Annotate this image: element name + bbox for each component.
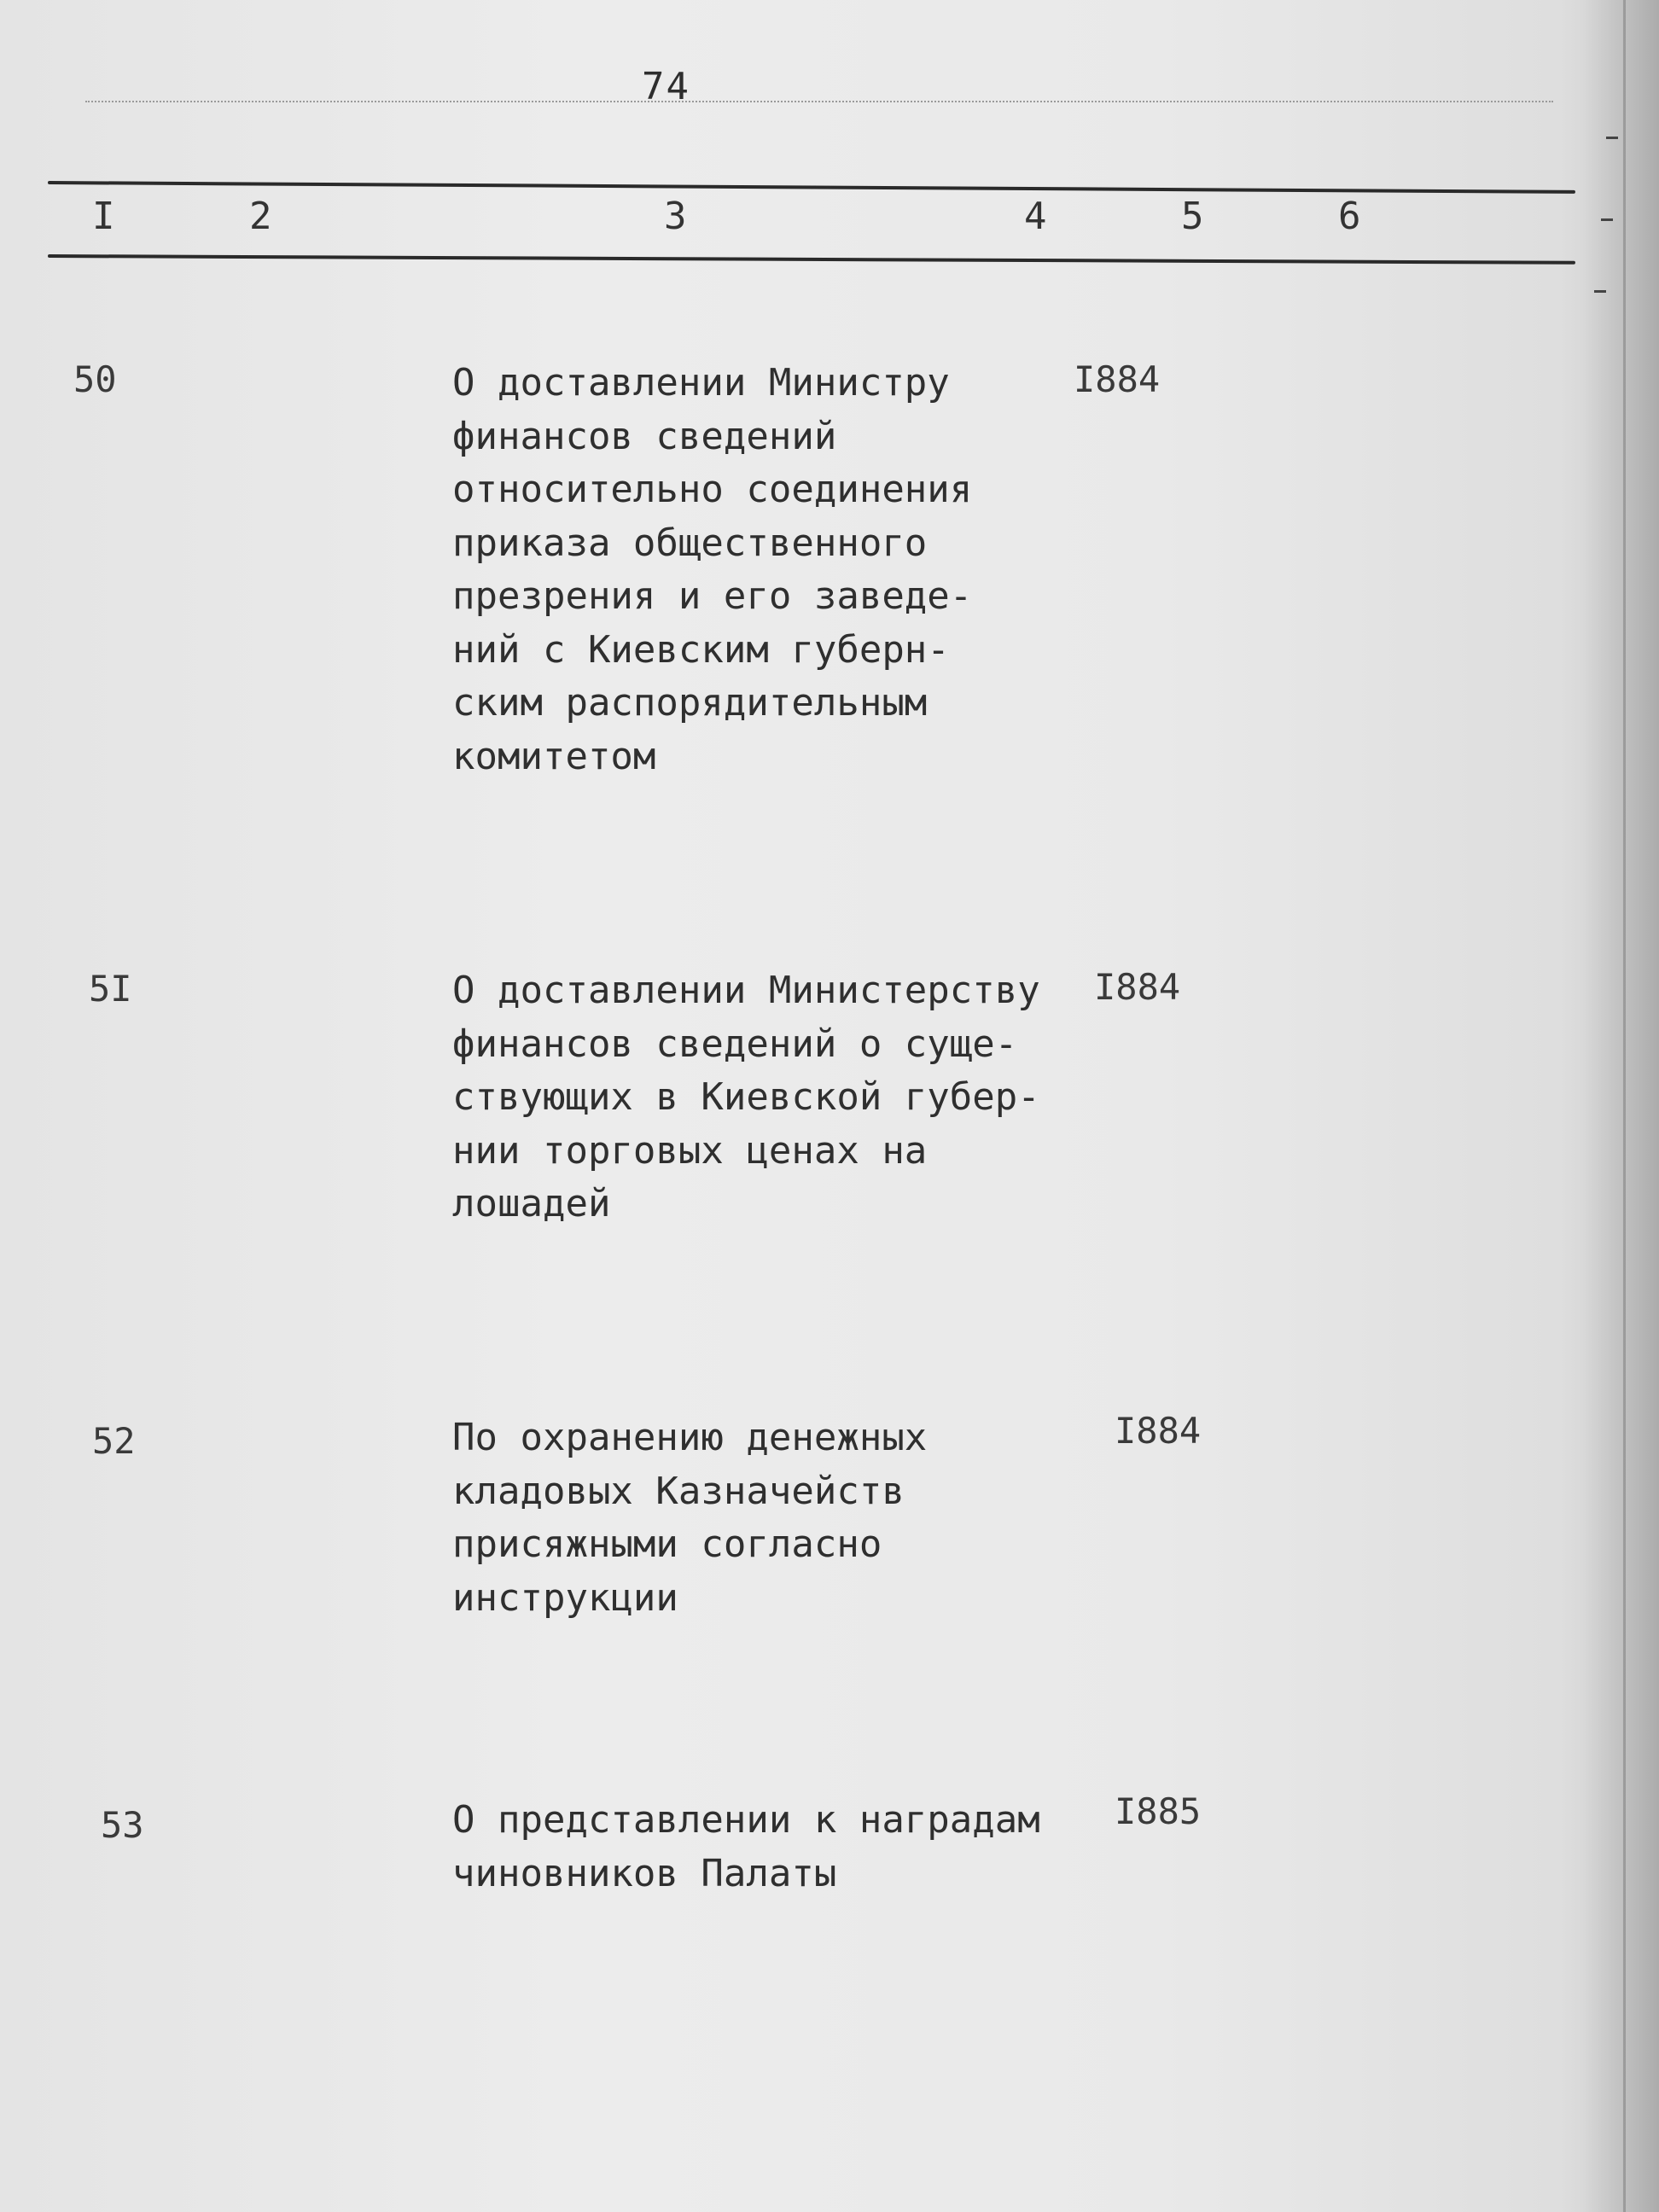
entry-number: 52 — [92, 1420, 136, 1462]
column-header-2: 2 — [249, 195, 272, 238]
entry-title: По охранению денежных кладовых Казначейств присяжными согласно инструкции — [452, 1416, 928, 1620]
paper-edge-shadow — [1582, 0, 1659, 2212]
entry-year: I885 — [1115, 1790, 1202, 1832]
edge-tick-mark — [1606, 137, 1618, 139]
edge-tick-mark — [1594, 290, 1606, 293]
page-number: 74 — [642, 65, 690, 108]
entry-number: 53 — [101, 1804, 144, 1846]
table-header-top-rule — [48, 181, 1575, 194]
column-header-6: 6 — [1338, 195, 1361, 238]
column-header-5: 5 — [1181, 195, 1204, 238]
edge-tick-mark — [1601, 218, 1613, 221]
column-header-3: 3 — [664, 195, 687, 238]
entry-year: I884 — [1074, 358, 1161, 400]
column-header-1: I — [92, 195, 115, 238]
entry-year: I884 — [1094, 966, 1181, 1008]
dotted-guide-line — [85, 101, 1553, 102]
entry-year: I884 — [1115, 1410, 1202, 1452]
column-header-4: 4 — [1024, 195, 1047, 238]
entry-title: О доставлении Министерству финансов сведений о суще- ствующих в Киевской губер- нии торговых ценах на лошадей — [452, 969, 1040, 1225]
entry-number: 50 — [73, 358, 117, 400]
entry-title: О доставлении Министру финансов сведений относительно соединения приказа общественного презрения и его заведе- ний с Киевским губерн- ским распорядительным комитетом — [452, 361, 973, 778]
table-header-bottom-rule — [48, 254, 1575, 265]
entry-title: О представлении к наградам чиновников Палаты — [452, 1798, 1040, 1895]
entry-number: 5I — [89, 968, 132, 1010]
